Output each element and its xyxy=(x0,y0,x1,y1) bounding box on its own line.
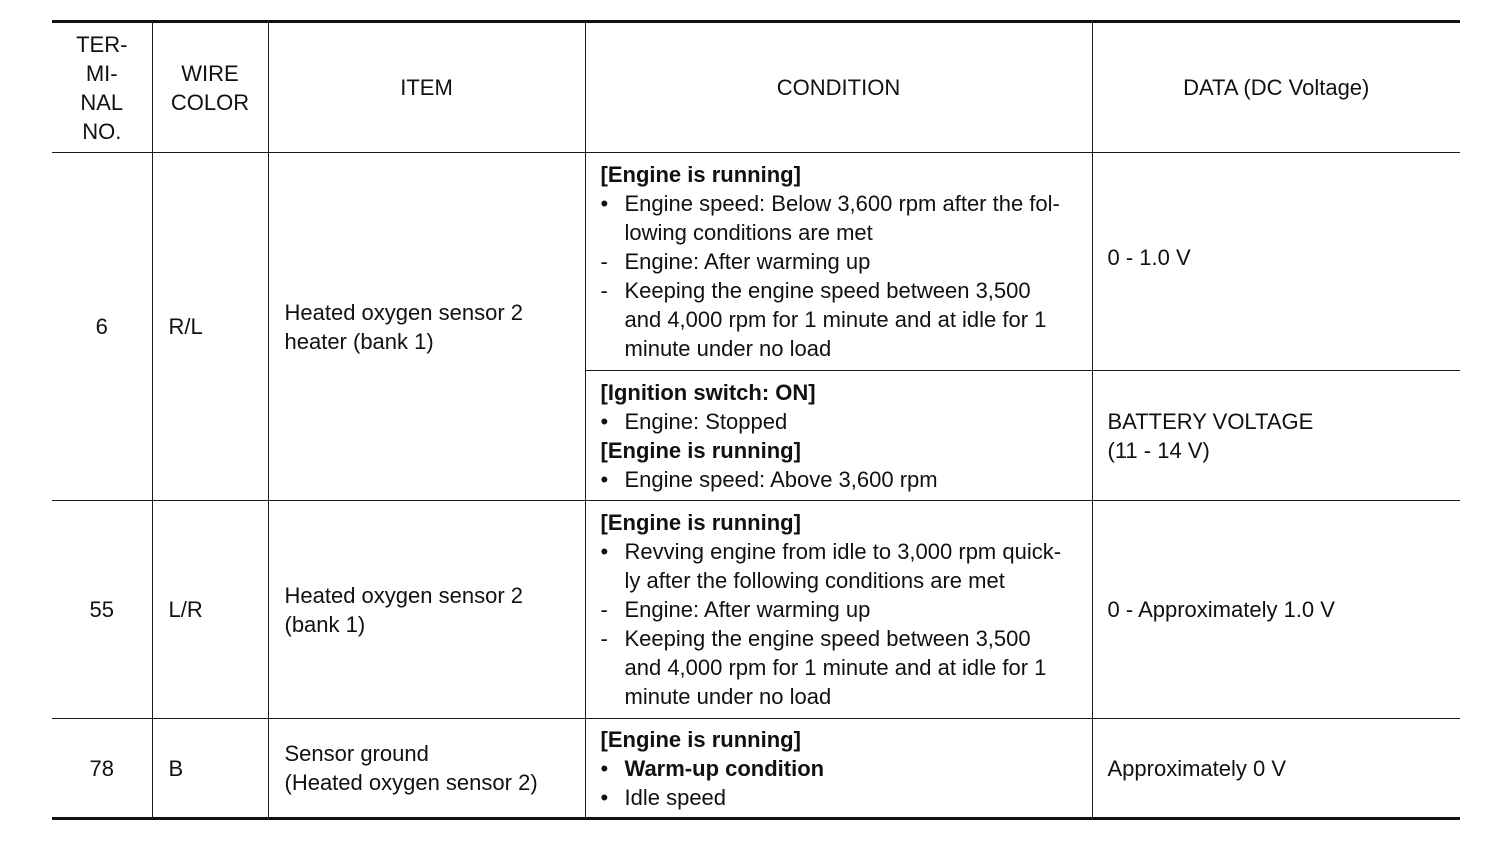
header-row xyxy=(52,22,1460,153)
condition-cell xyxy=(585,371,1092,501)
terminal-no-cell: 6 xyxy=(52,153,152,501)
item-line: Sensor ground xyxy=(284,741,429,766)
header-terminal-no xyxy=(52,22,152,153)
data-cell xyxy=(1092,371,1460,501)
condition-dash-item xyxy=(601,595,1086,624)
item-line: Heated oxygen sensor 2 xyxy=(284,582,523,608)
condition-dash-item xyxy=(601,276,1086,363)
data-value: 0 - 1.0 V xyxy=(1107,245,1191,270)
data-cell xyxy=(1092,153,1460,371)
dash-marker: - xyxy=(600,278,608,303)
item-cell xyxy=(268,719,585,819)
condition-bullet-item xyxy=(601,189,1086,247)
data-value: BATTERY VOLTAGE xyxy=(1107,408,1314,434)
header-terminal-line: NAL xyxy=(80,89,124,115)
condition-text: Revving engine from idle to 3,000 rpm quick- xyxy=(624,539,1062,564)
dash-marker: - xyxy=(600,597,608,622)
bullet-marker: • xyxy=(600,784,609,810)
item-cell xyxy=(268,153,585,501)
data-value: Approximately 0 V xyxy=(1107,755,1287,781)
dash-marker: - xyxy=(600,626,608,651)
bullet-marker: • xyxy=(600,755,609,781)
table-row xyxy=(52,501,1460,719)
terminal-spec-table xyxy=(52,20,1460,820)
condition-text: lowing conditions are met xyxy=(624,220,873,245)
condition-text: Engine: After warming up xyxy=(624,249,871,274)
condition-text: minute under no load xyxy=(624,336,832,361)
condition-header: [Engine is running] xyxy=(600,162,801,187)
data-value: 0 - Approximately 1.0 V xyxy=(1107,597,1335,622)
condition-dash-item xyxy=(601,247,1086,276)
header-wire-color xyxy=(152,22,268,153)
terminal-no-cell: 78 xyxy=(52,719,152,819)
condition-bullet-item xyxy=(601,754,1086,783)
condition-text: Idle speed xyxy=(624,784,727,810)
condition-text: Engine: Stopped xyxy=(624,408,788,434)
data-cell xyxy=(1092,719,1460,819)
condition-header: [Engine is running] xyxy=(600,726,801,752)
data-cell xyxy=(1092,501,1460,719)
condition-text: and 4,000 rpm for 1 minute and at idle for 1 xyxy=(624,307,1047,332)
condition-cell xyxy=(585,719,1092,819)
item-line: (Heated oxygen sensor 2) xyxy=(284,770,538,795)
bullet-marker: • xyxy=(600,408,609,434)
header-condition: CONDITION xyxy=(585,22,1092,153)
header-data: DATA (DC Voltage) xyxy=(1092,22,1460,153)
condition-text: minute under no load xyxy=(624,684,832,709)
condition-header: [Engine is running] xyxy=(600,437,801,463)
bullet-marker: • xyxy=(600,191,609,216)
dash-marker: - xyxy=(600,249,608,274)
condition-text: Engine speed: Below 3,600 rpm after the fol- xyxy=(624,191,1060,216)
condition-dash-item xyxy=(601,624,1086,711)
wire-color-cell: B xyxy=(152,719,268,819)
header-item: ITEM xyxy=(268,22,585,153)
terminal-no-cell: 55 xyxy=(52,501,152,719)
condition-text: and 4,000 rpm for 1 minute and at idle for 1 xyxy=(624,655,1047,680)
condition-header: [Ignition switch: ON] xyxy=(600,379,816,405)
condition-bullet-item xyxy=(601,783,1086,812)
header-wire-line: COLOR xyxy=(170,89,250,115)
bullet-marker: • xyxy=(600,539,609,564)
condition-text: Engine: After warming up xyxy=(624,597,871,622)
condition-bullet-item xyxy=(601,407,1086,436)
condition-header: [Engine is running] xyxy=(600,510,801,535)
bullet-marker: • xyxy=(600,466,609,492)
item-line: (bank 1) xyxy=(284,611,366,637)
condition-cell xyxy=(585,153,1092,371)
table-row xyxy=(52,153,1460,371)
table-row xyxy=(52,719,1460,819)
header-terminal-line: TER- xyxy=(76,31,128,57)
item-line: heater (bank 1) xyxy=(284,328,434,354)
item-line: Heated oxygen sensor 2 xyxy=(284,299,523,325)
condition-bullet-item xyxy=(601,537,1086,595)
condition-cell xyxy=(585,501,1092,719)
condition-text: Keeping the engine speed between 3,500 xyxy=(624,626,1031,651)
header-terminal-line: NO. xyxy=(82,118,122,144)
header-terminal-line: MI- xyxy=(85,60,118,86)
condition-text: Warm-up condition xyxy=(624,755,825,781)
wire-color-cell: L/R xyxy=(152,501,268,719)
wire-color-cell: R/L xyxy=(152,153,268,501)
condition-bullet-item xyxy=(601,465,1086,494)
header-wire-line: WIRE xyxy=(181,60,239,86)
item-cell xyxy=(268,501,585,719)
condition-text: Keeping the engine speed between 3,500 xyxy=(624,278,1031,303)
condition-text: ly after the following conditions are met xyxy=(624,568,1005,593)
condition-text: Engine speed: Above 3,600 rpm xyxy=(624,466,938,492)
data-value: (11 - 14 V) xyxy=(1107,437,1210,463)
